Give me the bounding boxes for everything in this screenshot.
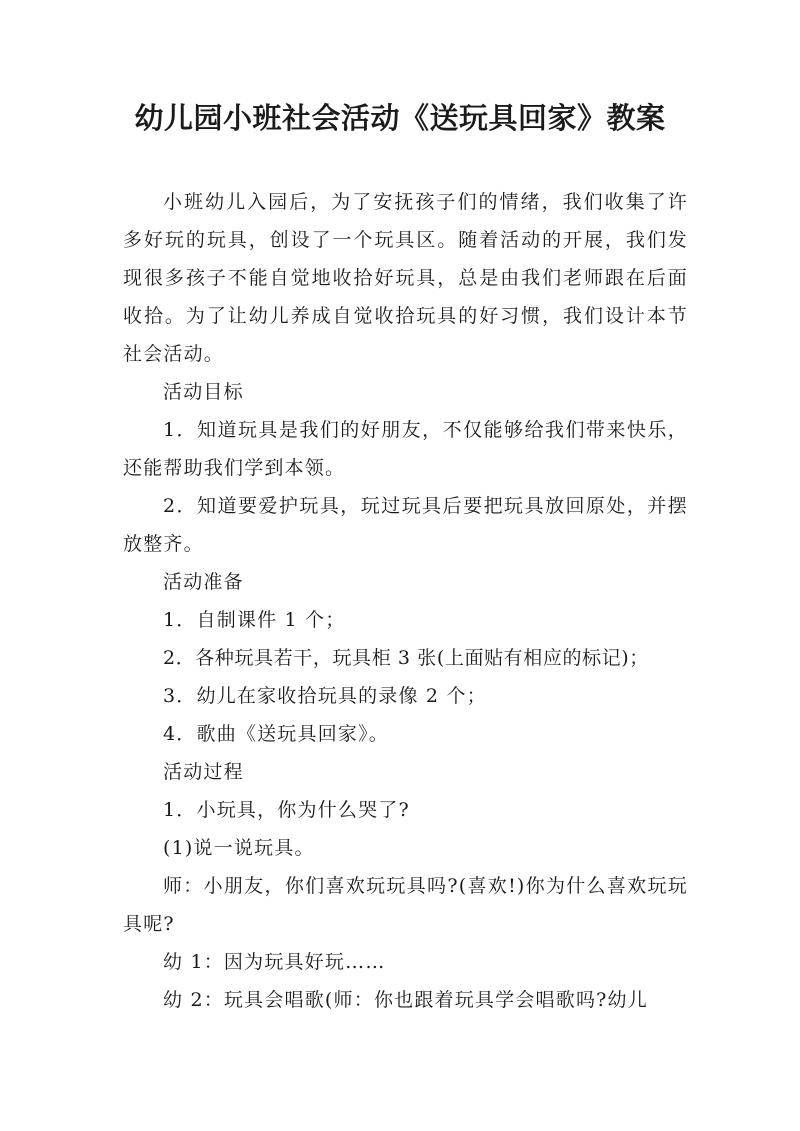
- preparation-item-4: 4．歌曲《送玩具回家》。: [163, 723, 389, 745]
- dialogue-child-2: 幼 2：玩具会唱歌(师：你也跟着玩具学会唱歌吗?幼儿: [163, 989, 648, 1011]
- process-substep-1: (1)说一说玩具。: [163, 837, 315, 859]
- preparation-item-3: 3．幼儿在家收拾玩具的录像 2 个；: [163, 685, 487, 707]
- goal-item-1: 1．知道玩具是我们的好朋友，不仅能够给我们带来快乐，还能帮助我们学到本领。: [123, 419, 688, 479]
- document-title: 幼儿园小班社会活动《送玩具回家》教案: [134, 101, 666, 135]
- goal-item-2: 2．知道要爱护玩具，玩过玩具后要把玩具放回原处，并摆放整齐。: [123, 495, 688, 555]
- section-heading-process: 活动过程: [163, 761, 244, 783]
- document-body: [123, 183, 688, 1019]
- preparation-item-1: 1．自制课件 1 个；: [163, 609, 346, 631]
- section-heading-goals: 活动目标: [163, 381, 244, 403]
- dialogue-child-1: 幼 1：因为玩具好玩……: [163, 951, 386, 973]
- process-step-1: 1．小玩具，你为什么哭了?: [163, 799, 410, 821]
- section-heading-preparation: 活动准备: [163, 571, 244, 593]
- preparation-item-2: 2．各种玩具若干，玩具柜 3 张(上面贴有相应的标记)；: [163, 647, 649, 669]
- dialogue-teacher: 师：小朋友，你们喜欢玩玩具吗?(喜欢!)你为什么喜欢玩玩具呢?: [123, 875, 688, 935]
- paragraph-intro: 小班幼儿入园后，为了安抚孩子们的情绪，我们收集了许多好玩的玩具，创设了一个玩具区。随着活动的开展，我们发现很多孩子不能自觉地收拾好玩具，总是由我们老师跟在后面收拾。为了让幼儿养成自觉收拾玩具的好习惯，我们设计本节社会活动。: [123, 191, 688, 365]
